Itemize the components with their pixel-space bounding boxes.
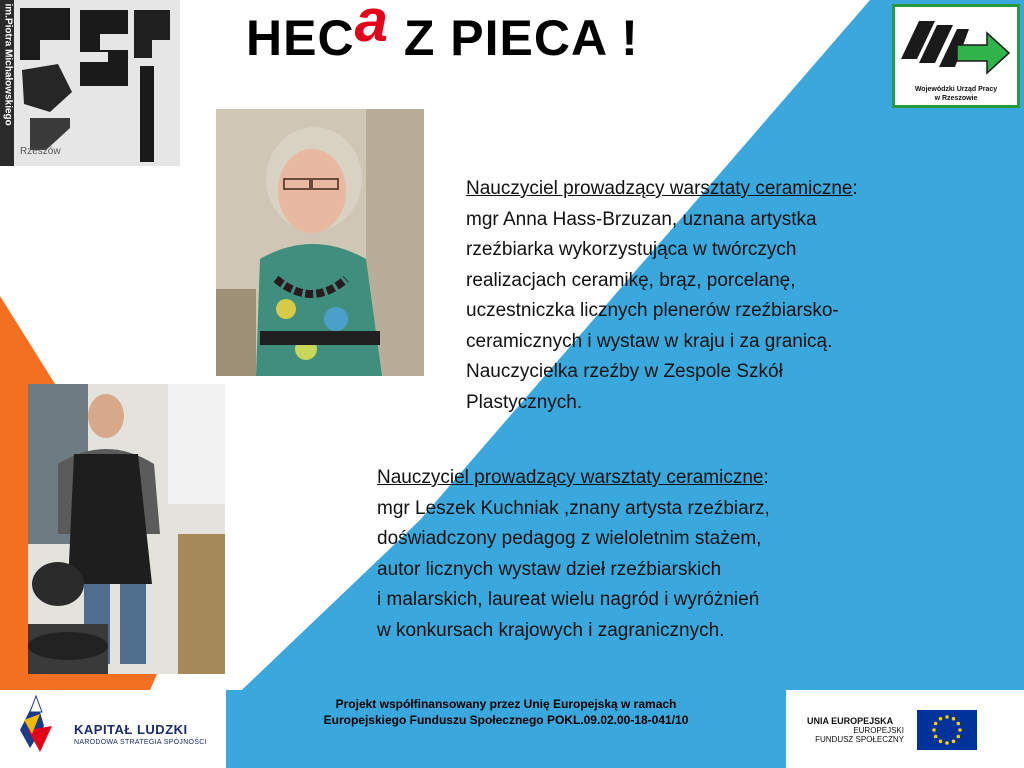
teacher1-line: uczestniczka licznych plenerów rzeźbiarsko- bbox=[466, 300, 839, 321]
footer bbox=[0, 690, 1024, 768]
teacher2-line: doświadczony pedagog z wieloletnim stażem, bbox=[377, 528, 762, 549]
teacher1-line: realizacjach ceramikę, brąz, porcelanę, bbox=[466, 269, 796, 291]
teacher2-colon: : bbox=[763, 467, 769, 488]
teacher1-description bbox=[466, 174, 966, 418]
teacher2-heading: Nauczyciel prowadzący warsztaty ceramiczne bbox=[377, 467, 764, 488]
title-part1: HEC bbox=[246, 10, 355, 66]
teacher1-line: ceramicznych i wystaw w kraju i za granicą. bbox=[466, 330, 833, 352]
project-line1: Projekt współfinansowany przez Unię Europejską w ramach bbox=[335, 697, 677, 711]
eu-subtitle-line1: EUROPEJSKI bbox=[853, 726, 904, 735]
teacher2-line: w konkursach krajowych i zagranicznych. bbox=[377, 619, 725, 641]
teacher1-line: Plastycznych. bbox=[466, 391, 583, 413]
teacher1-heading-line bbox=[466, 174, 966, 205]
title-accent-letter: a bbox=[354, 0, 389, 54]
teacher1-line: rzeźbiarka wykorzystująca w twórczych bbox=[466, 239, 797, 260]
teacher2-line: i malarskich, laureat wielu nagród i wyróżnień bbox=[377, 589, 760, 610]
teacher1-line: Nauczycielka rzeźby w Zespole Szkół bbox=[466, 361, 783, 382]
teacher2-line: mgr Leszek Kuchniak ,znany artysta rzeźbiarz, bbox=[377, 497, 770, 519]
school-logo-graphic bbox=[0, 0, 180, 166]
kapital-ludzki-subtitle: NARODOWA STRATEGIA SPÓJNOŚCI bbox=[74, 739, 207, 746]
project-funding-note bbox=[228, 696, 784, 728]
eu-flag-icon bbox=[917, 710, 977, 750]
school-logo-caption: Rzeszów bbox=[20, 146, 61, 157]
wup-logo-caption bbox=[899, 85, 1013, 103]
project-line2: Europejskiego Funduszu Społecznego POKL.09.02.00-18-041/10 bbox=[323, 713, 689, 727]
wup-logo-graphic bbox=[895, 7, 1017, 81]
teacher1-heading: Nauczyciel prowadzący warsztaty ceramiczne bbox=[466, 178, 853, 199]
teacher1-line: mgr Anna Hass-Brzuzan, uznana artystka bbox=[466, 208, 817, 230]
school-logo bbox=[0, 0, 180, 166]
page-title bbox=[246, 0, 639, 80]
eu-subtitle bbox=[800, 726, 904, 744]
teacher1-photo-graphic bbox=[216, 109, 424, 376]
teacher2-photo bbox=[28, 384, 225, 674]
kapital-ludzki-star-icon bbox=[0, 690, 70, 768]
wup-caption-line1: Wojewódzki Urząd Pracy bbox=[914, 86, 998, 93]
school-logo-vertical-text: im.Piotra Michałowskiego bbox=[2, 3, 14, 126]
teacher2-photo-graphic bbox=[28, 384, 225, 674]
teacher2-heading-line bbox=[377, 463, 897, 494]
teacher2-line: autor licznych wystaw dzieł rzeźbiarskich bbox=[377, 558, 722, 580]
eu-logo bbox=[786, 690, 1024, 768]
teacher1-colon: : bbox=[852, 178, 858, 199]
teacher2-description bbox=[377, 463, 897, 646]
eu-subtitle-line2: FUNDUSZ SPOŁECZNY bbox=[815, 735, 904, 744]
kapital-ludzki-logo bbox=[0, 690, 226, 768]
wup-logo bbox=[892, 4, 1020, 108]
kapital-ludzki-title: KAPITAŁ LUDZKI bbox=[74, 722, 188, 737]
title-part2: Z PIECA ! bbox=[388, 10, 639, 66]
eu-title: UNIA EUROPEJSKA bbox=[807, 716, 894, 726]
wup-caption-line2: w Rzeszowie bbox=[934, 95, 978, 102]
teacher1-photo bbox=[216, 109, 424, 376]
